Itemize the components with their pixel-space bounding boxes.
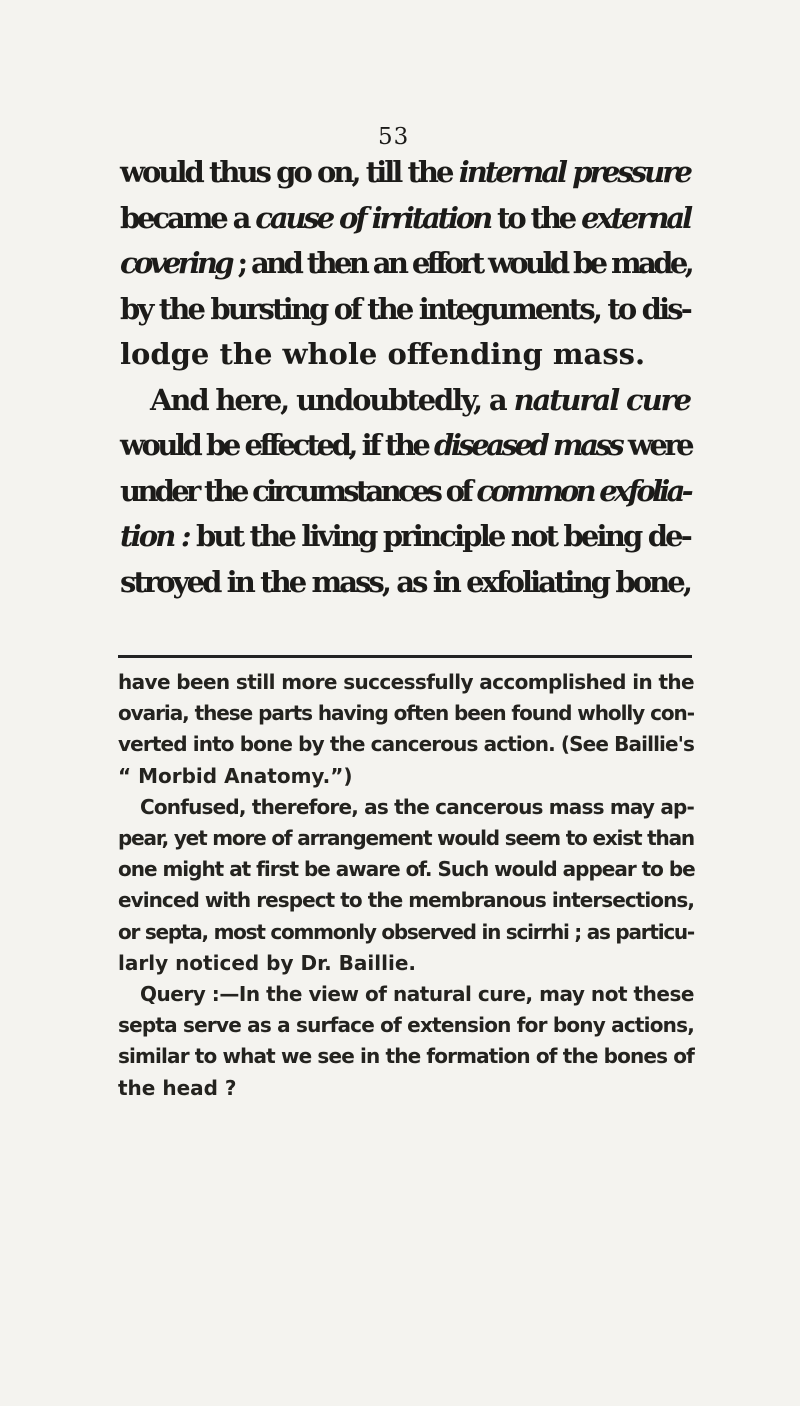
footnote-line: or septa, most commonly observed in scirrhi ; as particu- xyxy=(118,919,694,944)
main-text-line xyxy=(120,378,690,424)
text-run: And here, undoubtedly, a xyxy=(150,382,514,417)
main-text-line xyxy=(120,287,690,333)
footnote-line: verted into bone by the cancerous action. (See Baillie's xyxy=(118,732,694,757)
footnote-line: “ Morbid Anatomy.”) xyxy=(118,763,353,788)
main-text-line xyxy=(120,469,690,515)
italic-phrase: common exfolia- xyxy=(476,473,690,508)
main-text-line xyxy=(120,423,690,469)
footnote-divider xyxy=(118,655,692,658)
italic-phrase: covering xyxy=(120,246,231,280)
footnote-line: ovaria, these parts having often been found wholly con- xyxy=(118,701,694,726)
text-run: stroyed in the mass, as in exfoliating bone, xyxy=(120,564,690,599)
text-run: lodge the whole offending mass. xyxy=(120,337,646,371)
footnote-text xyxy=(118,667,694,1104)
text-run: ; and then an effort would be made, xyxy=(230,246,692,280)
main-body-text xyxy=(120,150,690,605)
text-run: became a xyxy=(120,200,256,235)
text-run: were xyxy=(621,428,692,462)
italic-phrase: diseased mass xyxy=(434,428,622,462)
footnote-line: Confused, therefore, as the cancerous mass may ap- xyxy=(140,794,694,819)
italic-phrase: external xyxy=(581,200,690,235)
text-run: by the bursting of the integuments, to dis- xyxy=(120,291,690,326)
footnote-line: evinced with respect to the membranous intersections, xyxy=(118,888,694,913)
footnote-line: one might at first be aware of. Such would appear to be xyxy=(118,857,695,882)
main-text-line xyxy=(120,241,690,287)
italic-phrase: tion : xyxy=(120,519,189,553)
footnote-line: have been still more successfully accomplished in the xyxy=(118,670,694,694)
main-text-line xyxy=(120,560,690,606)
text-run: would be effected, if the xyxy=(120,428,435,462)
text-run: to the xyxy=(490,200,582,235)
footnote-line: the head ? xyxy=(118,1075,237,1100)
main-text-line xyxy=(120,196,690,242)
text-run: would thus go on, till the xyxy=(120,155,459,189)
main-text-line xyxy=(120,332,690,378)
page-number: 53 xyxy=(378,124,410,150)
footnote-line: larly noticed by Dr. Baillie. xyxy=(118,950,416,975)
italic-phrase: cause of irritation xyxy=(255,200,491,235)
footnote-line: pear, yet more of arrangement would seem to exist than xyxy=(118,826,694,851)
footnote-line: similar to what we see in the formation of the bones of xyxy=(118,1044,694,1069)
footnote-line: Query :—In the view of natural cure, may not these xyxy=(140,982,694,1007)
text-run: but the living principle not being de- xyxy=(188,519,690,553)
italic-phrase: internal pressure xyxy=(458,155,690,189)
text-run: under the circumstances of xyxy=(120,473,477,508)
main-text-line xyxy=(120,514,690,560)
footnote-line: septa serve as a surface of extension for bony actions, xyxy=(118,1013,694,1038)
main-text-line xyxy=(120,150,690,196)
italic-phrase: natural cure xyxy=(513,382,690,417)
